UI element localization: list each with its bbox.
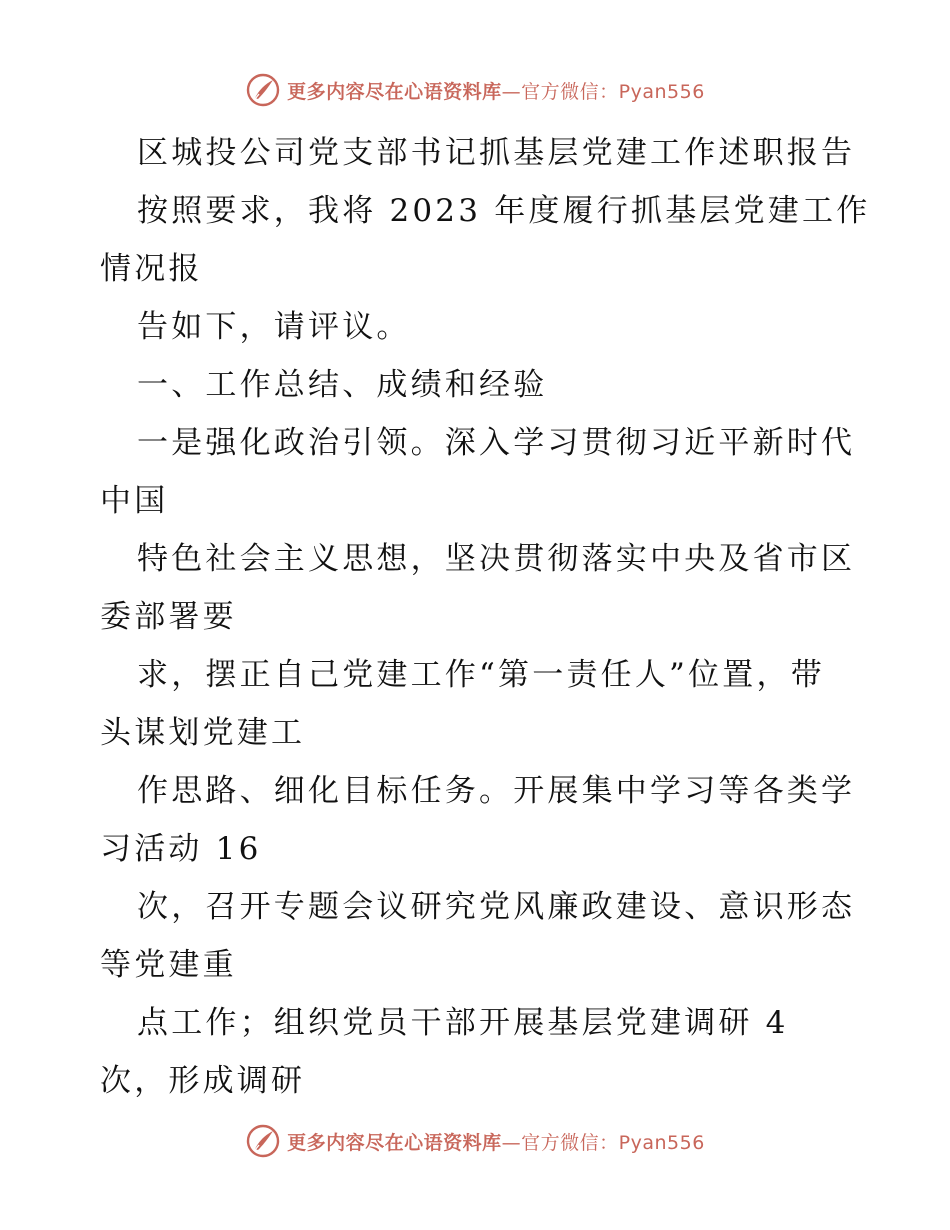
document-title: 区城投公司党支部书记抓基层党建工作述职报告 — [137, 135, 856, 171]
header-banner — [0, 70, 950, 110]
text-line: 中国 — [100, 483, 169, 519]
banner-text — [287, 77, 705, 104]
text-line: 告如下，请评议。 — [137, 309, 411, 345]
text-line: 委部署要 — [100, 599, 237, 635]
text-line: 特色社会主义思想，坚决贯彻落实中央及省市区 — [137, 541, 856, 577]
banner-main-text: 更多内容尽在心语资料库 — [287, 1131, 502, 1154]
banner-separator: — — [501, 80, 522, 103]
text-line: 头谋划党建工 — [100, 715, 306, 751]
text-line: 一是强化政治引领。深入学习贯彻习近平新时代 — [137, 425, 856, 461]
text-line: 次，召开专题会议研究党风廉政建设、意识形态 — [137, 889, 856, 925]
text-line: 按照要求，我将 2023 年度履行抓基层党建工作 — [137, 193, 871, 229]
banner-text — [287, 1128, 705, 1155]
document-body — [100, 124, 871, 1110]
banner-wechat-text: 官方微信：Pyan556 — [521, 1131, 705, 1154]
text-line: 情况报 — [100, 251, 203, 287]
text-line: 次，形成调研 — [100, 1063, 306, 1099]
section-heading: 一、工作总结、成绩和经验 — [137, 367, 548, 403]
footer-banner — [0, 1121, 950, 1161]
quill-seal-icon — [245, 1123, 281, 1159]
text-line: 求，摆正自己党建工作“第一责任人”位置，带 — [137, 657, 825, 693]
text-line: 作思路、细化目标任务。开展集中学习等各类学 — [137, 773, 856, 809]
banner-main-text: 更多内容尽在心语资料库 — [287, 80, 502, 103]
text-line: 等党建重 — [100, 947, 237, 983]
text-line: 习活动 16 — [100, 831, 262, 867]
text-line: 点工作；组织党员干部开展基层党建调研 4 — [137, 1005, 789, 1041]
quill-seal-icon — [245, 72, 281, 108]
banner-separator: — — [501, 1131, 522, 1154]
banner-wechat-text: 官方微信：Pyan556 — [521, 80, 705, 103]
